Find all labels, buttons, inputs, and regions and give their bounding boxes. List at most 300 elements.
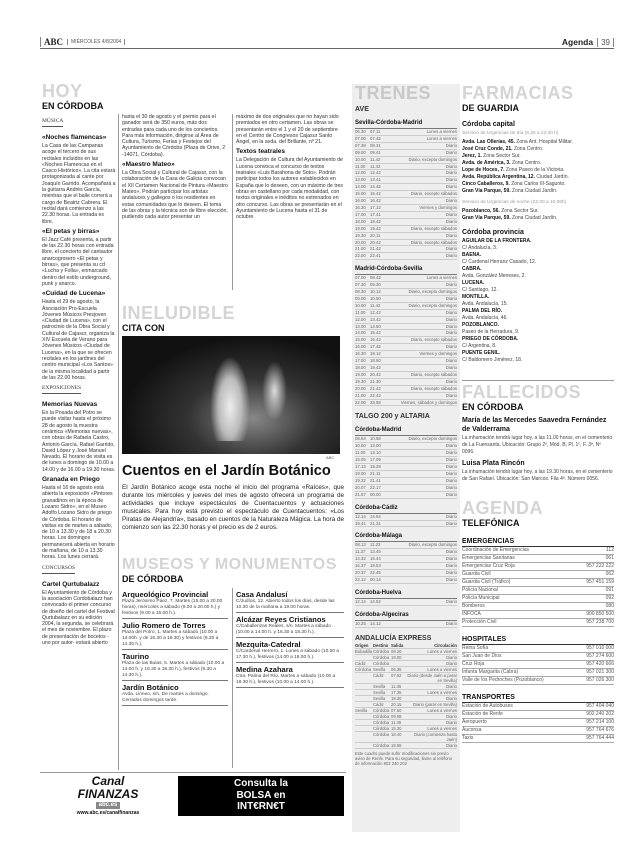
table-row	[355, 365, 457, 372]
table-cell: 15.00	[355, 337, 366, 343]
table-row	[355, 521, 457, 528]
table-row	[355, 443, 457, 450]
service-name: Guardia Civil	[462, 571, 491, 577]
phone-number: 957 222 222	[586, 563, 614, 569]
column-header: Salida	[391, 642, 404, 648]
route-name: Córdoba-Cádiz	[355, 504, 457, 514]
table-cell: 21.11	[370, 470, 381, 476]
town-address: Paseo de la Herradura, 9.	[462, 329, 520, 335]
article-text: Hasta el 16 de agosto está abierta la exposición «Pintores granadinos en la época de Lozano Sidro», en el Museo Adolfo Lozano Sidro de priego de Córdoba. El horario de visitas es de martes a sábado, de 10 a 13.30 y de 18 a 20.30 horas. Los domingos permanecerá abierta en horario de mañana, de 10 a 13.30 horas. Los lunes cerrará.	[42, 485, 115, 561]
town-address: Avda. González Meneses, 2.	[462, 273, 526, 279]
abc-es-badge: abc.es	[96, 802, 121, 809]
table-cell: 16.42	[370, 337, 381, 343]
section-title: FALLECIDOS	[462, 382, 582, 402]
directory-row	[462, 571, 614, 579]
table-cell: Diario	[445, 563, 457, 569]
table-row	[355, 150, 457, 157]
table-row	[355, 563, 457, 570]
table-cell: 14.12	[370, 620, 381, 626]
pharmacy-address: Gran Vía Parque, 59.	[462, 188, 511, 194]
table-cell: 00.14	[370, 576, 381, 582]
column-header: Destino	[373, 642, 389, 648]
table-cell: 11.00	[355, 309, 366, 315]
directory-row	[462, 727, 614, 735]
table-cell: Diario	[445, 295, 457, 301]
table-cell: 11.37	[355, 549, 366, 555]
cita-heading	[122, 304, 344, 334]
pharmacy-entry	[462, 188, 614, 195]
exhibitions-list	[42, 401, 116, 561]
column-header: Circulación	[434, 642, 457, 648]
service-name: Estación de Autobuses	[462, 703, 513, 709]
article-text: Hasta el 29 de agosto, la Asociación Pro-Escuela Jóvenes Músicos Presjoven «Ciudad de Lucena», con el patrocinio de la Obra Social y Cultural de Cajasur, organiza la XIV Escuela de Verano para Jóvenes Músicos «Ciudad de Lucena», en la que se ofrecen recitales en los jardines del centro municipal «Los Santos» de la misma localidad a partir de las 22.00 horas.	[42, 299, 115, 381]
hoy-heading	[42, 82, 342, 112]
section-subtitle: TELEFÓNICA	[462, 518, 520, 528]
service-name: Guardia Civil (Tráfico)	[462, 579, 511, 585]
table-cell: Diario, excepto sábados	[410, 371, 457, 377]
table-row	[355, 570, 457, 577]
article-text: hasta el 30 de agosto y el premio para el ganador será de 350 euros, más dos entradas para cada uno de los conciertos. Para más información, dirigirse al Área de Cultura, Turismo, Ferias y Festejos del Ayuntamiento de Córdoba (Plaza de Orive, 2 -14071, Córdoba).	[122, 114, 226, 158]
table-cell: 17.35	[391, 689, 402, 695]
hoy-column-1	[42, 114, 116, 646]
table-row	[355, 226, 457, 233]
table-cell: Sevilla	[373, 689, 386, 695]
article-text: La Casa de las Campanas acoge el tercero de sus recitales incluidos en las «Noches Flamencas en el Casco Histórico». La cita estará protagonizada al cante por Joaquín Garrido. Acompañará a la guitarra Andrés García, mientras que el baile correrá a cargo de Beatriz Cabrera. El recital dará comienzo a las 22.30 horas. La entrada es libre.	[42, 143, 116, 225]
day-pharmacies	[462, 139, 614, 195]
table-row	[355, 577, 457, 584]
article-title: «Maestro Mateo»	[122, 161, 175, 169]
table-cell: 07.30	[355, 282, 366, 288]
table-cell: 20.15	[391, 701, 402, 707]
table-cell	[355, 714, 373, 719]
fallecidos-heading	[462, 380, 614, 413]
table-cell: Diario	[445, 184, 457, 190]
table-cell: 19.55	[391, 742, 402, 748]
hoy-column-3	[236, 114, 344, 220]
lead-text: El Jardín Botánico acoge esta noche el inicio del programa «Raíces», que durante los miércoles y jueves del mes de agosto ofrecerá un programa de actividades que incluye espectáculos de Cuentacuentos y actuaciones musicales. Para hoy está previsto el espectáculo de Cuentacuentos: «Los Piratas de Alejandría», basado en cuentos de la Naturaleza Mágica. La hora de comienzo son las 22.30 horas y el precio es de 2 euros.	[122, 484, 344, 531]
table-cell: 16.00	[355, 198, 366, 204]
article-text: La Delegación de Cultura del Ayuntamiento de Lucena convoca el concurso de textos teatrales «Luis Barahona de Soto». Podrán participar todos los autores establecidos en España que lo deseen, con un máximo de tres obras en castellano por cada modalidad, con textos originales e inéditos no estrenados en otro concurso. Las obras se presentarán en el Ayuntamiento de Lucena hasta el 31 de octubre.	[236, 157, 343, 221]
table-cell: Diario (parar en Sevilla)	[413, 701, 457, 707]
directory-group: EMERGENCIAS	[462, 537, 614, 547]
photo-credit: ABC	[326, 455, 335, 460]
table-cell: 19.28	[370, 464, 381, 470]
table-cell: 22.17	[370, 484, 381, 490]
table-row	[355, 393, 457, 400]
town-name: BAENA.	[462, 252, 482, 258]
table-cell: Diario	[445, 484, 457, 490]
town-address: Avda. Andalucía, 15.	[462, 301, 508, 307]
table-cell: Diario	[445, 464, 457, 470]
table-cell: 11.35	[391, 719, 402, 725]
table-row	[355, 464, 457, 471]
table-cell: 19.00	[355, 470, 366, 476]
table-cell: 07.00	[355, 135, 366, 141]
table-row	[355, 198, 457, 205]
town-name: PALMA DEL RÍO.	[462, 308, 503, 314]
table-cell: Diario, excepto sábados	[410, 239, 457, 245]
table-cell: Córdoba	[373, 742, 390, 748]
museum-info: C/Caballerizas Reales, s/n. Martes a sábado (10.00 a 14.00 h. y 16.30 a 18.30 h.).	[236, 624, 344, 638]
table-cell: Diario	[445, 170, 457, 176]
route-name: Sevilla-Córdoba-Madrid	[355, 119, 457, 129]
directory-row	[462, 611, 614, 619]
table-row	[355, 436, 457, 443]
headline: Cuentos en el Jardín Botánico	[122, 463, 331, 479]
pharmacy-entry	[462, 153, 614, 160]
table-cell: 12.14	[355, 513, 366, 519]
phone-number: 957 404 040	[586, 703, 614, 709]
table-cell: Diario (desde Jaén a parar en Sevilla)	[407, 672, 457, 683]
service-name: Policía Municipal	[462, 595, 500, 601]
route-name: Córdoba-Huelva	[355, 589, 457, 599]
table-row	[355, 743, 457, 749]
area-heading: Córdoba provincia	[462, 229, 524, 236]
table-cell: Diario (comienza hasta Jaén)	[414, 731, 457, 742]
table-row	[355, 289, 457, 296]
table-cell: 07.42	[370, 135, 381, 141]
table-cell: 20.42	[370, 239, 381, 245]
table-row	[355, 205, 457, 212]
table-cell: 07.52	[391, 672, 402, 678]
table-cell: 13.00	[355, 323, 366, 329]
category-label: MÚSICA	[42, 118, 63, 127]
table-row	[355, 143, 457, 150]
service-name: Aeropuerto	[462, 719, 487, 725]
section-subtitle: DE GUARDIA	[462, 103, 520, 113]
advert-divider	[40, 772, 346, 773]
table-cell: 19.42	[370, 365, 381, 370]
table-cell: 11.42	[370, 302, 381, 308]
table-cell: Diario	[445, 520, 457, 526]
phone-number: 080	[605, 603, 614, 609]
table-cell: Diario	[446, 713, 457, 719]
logo-text: FINANZAS	[77, 787, 139, 801]
table-cell: 15.30	[391, 725, 402, 731]
table-cell: 07.38	[355, 142, 366, 148]
pharmacy-address: Avda. Las Ollerías, 45.	[462, 139, 515, 145]
table-cell: Diario	[445, 365, 457, 370]
directory-row	[462, 711, 614, 719]
table-row	[355, 129, 457, 136]
column-divider	[232, 114, 233, 290]
phone-number: 957 764 444	[586, 735, 614, 741]
bolsa-promo[interactable]	[178, 776, 344, 816]
table-cell: 18.50	[370, 358, 381, 364]
table-cell: 08.20	[391, 648, 402, 654]
table-cell: 10.12	[370, 289, 381, 295]
table-cell: 18.30	[391, 695, 402, 701]
right-column	[462, 84, 614, 743]
obituary-text: La inhumación tendrá lugar hoy, a las 11.00 horas, en el cementerio de La Fuensanta. Ubicación: Grupo 2º, Mód. B, Pl. 1º, F. 3ª, Nº 0096.	[462, 435, 613, 455]
table-cell: Diario	[445, 309, 457, 315]
service-name: San Juan de Dios	[462, 653, 502, 659]
table-cell: 00.00	[370, 491, 381, 497]
article-title: «El petas y birras»	[42, 227, 100, 235]
route-name: Córdoba-Madrid	[355, 426, 457, 436]
phone-number: 957 274 600	[586, 653, 614, 659]
table-cell: 17.12	[370, 204, 381, 210]
museum-name: Casa Andalusí	[236, 590, 288, 599]
table-row	[355, 492, 457, 499]
table-cell	[355, 743, 373, 748]
table-cell: 18.12	[370, 351, 381, 357]
town-name: PUENTE GENIL.	[462, 350, 501, 356]
article-text: En la Posada del Potro se puede visitar hasta el próximo 28 de agosto la muestra cerámica «Memorias nuevas», con obras de Rafaela Castro, Antonio García, Rafael Garrido, David López y José Manuel Nevado. El horario de visita es de lunes a domingo de 10.00 a 14.00 y de 16.00 a 19.30 horas.	[42, 410, 116, 473]
town-name: POZOBLANCO.	[462, 322, 499, 328]
table-cell: Sevilla	[373, 666, 386, 672]
table-cell: 12.42	[370, 170, 381, 176]
town-name: MONTILLA.	[462, 294, 490, 300]
table-cell: 14.00	[355, 184, 366, 190]
table-cell	[355, 696, 373, 701]
table-cell: 21.42	[370, 385, 381, 391]
table-cell: Córdoba	[355, 666, 372, 672]
table-cell: Cádiz	[373, 701, 384, 707]
table-cell: 09.08	[391, 713, 402, 719]
contests-list	[42, 581, 116, 647]
directory-row	[462, 719, 614, 727]
table-cell: Diario	[446, 654, 457, 660]
table-cell: Diario	[445, 149, 457, 155]
table-cell: Sevilla	[373, 695, 386, 701]
table-row	[355, 170, 457, 177]
phone-number: 091	[605, 587, 614, 593]
pharmacy-zone: Ciudad Jardín.	[536, 174, 569, 180]
table-row	[355, 386, 457, 393]
table-cell: Diario	[445, 598, 457, 604]
service-name: Infanta Margarita (Cabra)	[462, 669, 519, 675]
pharmacy-entry	[462, 215, 614, 222]
table-cell: Diario	[445, 323, 457, 329]
table-cell: 16.30	[355, 351, 366, 357]
section-title: TRENES	[355, 83, 432, 103]
area-heading: Córdoba capital	[462, 121, 515, 128]
section-subtitle: DE CÓRDOBA	[122, 574, 184, 584]
table-row	[355, 253, 457, 260]
table-row	[355, 379, 457, 386]
town-address: C/ Cardenal Herranz Casado, 12.	[462, 259, 537, 265]
pharmacy-zone: Zona Centro.	[513, 146, 544, 152]
table-cell: Diario	[445, 253, 457, 259]
table-cell: Diario, excepto sábados	[410, 337, 457, 343]
table-row	[355, 556, 457, 563]
pharmacy-zone: Zona Ciudad Jardín.	[512, 215, 558, 221]
town-address: C/ Argentina, 8.	[462, 343, 497, 349]
directory-row	[462, 547, 614, 555]
table-cell: Diario	[446, 683, 457, 689]
table-cell: 16.30	[355, 204, 366, 210]
table-row	[355, 233, 457, 240]
table-cell	[391, 661, 405, 666]
directory-group: TRANSPORTES	[462, 693, 614, 703]
table-cell: 10.25	[355, 620, 366, 626]
directory-row	[462, 735, 614, 743]
service-name: Reina Sofía	[462, 645, 489, 651]
museum-info: Plaza Jerónimo Páez, 7. Martes (15.00 a 20.00 horas), miércoles a sábado (9.00 a 20.00 h.) y festivos (9.00 a 15.00 h.).	[122, 599, 228, 619]
pharmacy-address: José Cruz Conde, 21.	[462, 146, 513, 152]
table-cell: Córdoba	[373, 654, 390, 660]
directory-row	[462, 703, 614, 711]
night-pharmacies	[462, 208, 614, 222]
table-row	[355, 478, 457, 485]
table-cell: 19.30	[355, 378, 366, 384]
table-cell: 08.54	[355, 436, 366, 442]
table-cell: 11.35	[391, 683, 402, 689]
table-row	[355, 400, 457, 407]
table-cell	[355, 655, 373, 660]
section-title: AGENDA	[462, 498, 544, 518]
museum-name: Taurino	[122, 652, 149, 661]
table-cell: Viernes, sábados y domingos	[400, 399, 457, 405]
train-type: TALGO 200 y ALTARIA	[355, 413, 430, 421]
town-address: Avda. Andalucía, 46.	[462, 315, 508, 321]
table-cell: Lunes a viernes	[427, 648, 457, 654]
table-cell: Diario	[445, 513, 457, 519]
table-cell: 10.00	[355, 156, 366, 162]
table-cell: 18.00	[355, 218, 366, 224]
table-cell: Viernes y domingos	[419, 351, 457, 357]
table-cell: 14.50	[370, 323, 381, 329]
town-address: C/ Baldomero Jiménez, 18.	[462, 357, 523, 363]
table-row	[355, 157, 457, 164]
issue-date: MIÉRCOLES 4/8/2004	[67, 39, 125, 45]
phone-number: 957 238 700	[586, 619, 614, 625]
table-cell: 19.22	[355, 477, 366, 483]
column-divider	[118, 114, 119, 770]
service-name: INFOCA	[462, 611, 481, 617]
directory-row	[462, 563, 614, 571]
table-cell: 09.00	[355, 295, 366, 301]
table-row	[355, 732, 457, 743]
table-cell: 11.00	[355, 163, 366, 169]
service-label: Servicio de Urgencias de noche (22,00 a 10,00h)	[462, 200, 567, 205]
table-cell: Diario	[445, 142, 457, 148]
table-cell: Diario	[445, 392, 457, 398]
route-name: Córdoba-Málaga	[355, 532, 457, 542]
train-type: AVE	[355, 106, 369, 113]
table-cell: Diario	[445, 316, 457, 322]
pharmacy-zone: Zona Carlos III-Saguntо.	[511, 181, 566, 187]
directory-group: HOSPITALES	[462, 635, 614, 645]
event-photo	[122, 336, 340, 454]
pharmacy-address: Avda. República Argentina, 12.	[462, 174, 535, 180]
pharmacy-address: Avda. de América, 3.	[462, 160, 511, 166]
table-row	[355, 212, 457, 219]
table-cell: 17.42	[370, 344, 381, 350]
schedule-note: Este cuadro puede sufrir modificaciones sin previo aviso de Renfe. Para su seguridad, llame al teléfono de información 902 240 202	[355, 750, 453, 766]
table-cell: 15.42	[370, 330, 381, 336]
table-cell: Diario, excepto sábados	[410, 191, 457, 197]
table-cell: 08.12	[355, 542, 366, 548]
table-cell	[355, 732, 373, 742]
pharmacy-entry	[462, 160, 614, 167]
table-cell: 16.37	[355, 563, 366, 569]
table-cell: Diario	[446, 742, 457, 748]
table-row	[355, 164, 457, 171]
ad-url[interactable]: www.abc.es/canalfinanzas	[76, 810, 140, 816]
table-cell: 14.54	[370, 513, 381, 519]
table-cell: Diario, excepto domingos	[408, 289, 457, 295]
table-cell: Diario	[446, 695, 457, 701]
dancer-figure	[262, 361, 287, 421]
dancer-figure	[210, 356, 250, 441]
table-cell: 13.00	[355, 177, 366, 183]
table-cell: 18.40	[391, 731, 402, 737]
article-text: La Obra Social y Cultural de Cajasur, con la colaboración de la Casa de Galicia convocan el XII Certamen Nacional de Pintura «Maestro Mateo». Podrán participar los artistas andaluces y gallegos o los residentes en estas comunidades que lo deseen. El tema de las obras y la técnica son de libre elección, pudiendo cada autor presentar un	[122, 170, 228, 221]
logo-text: Canal	[91, 774, 125, 788]
table-cell: 16.00	[355, 344, 366, 350]
table-cell: 23.58	[370, 399, 381, 405]
express-table	[355, 643, 457, 749]
table-row	[355, 310, 457, 317]
table-row	[355, 324, 457, 331]
town-address: C/ Santiago, 12.	[462, 287, 498, 293]
table-cell: Diario, excepto domingos	[408, 156, 457, 162]
page-header	[40, 36, 614, 49]
town-name: PRIEGO DE CÓRDOBA.	[462, 336, 519, 342]
article-title: Cartel Qurtubalazz	[42, 580, 100, 588]
table-cell: 22.41	[370, 253, 381, 259]
table-cell: Diario	[445, 556, 457, 562]
table-row	[355, 303, 457, 310]
pharmacy-address: Gran Vía Parque, 59.	[462, 215, 511, 221]
phone-directory	[462, 537, 614, 743]
table-cell: Córdoba	[373, 719, 390, 725]
deceased-name: María de las Mercedes Saavedra Fernández de Valderrama	[462, 417, 607, 433]
table-cell	[355, 726, 373, 731]
table-cell: 21.00	[355, 246, 366, 252]
table-row	[355, 177, 457, 184]
phone-number: 061	[605, 555, 614, 561]
table-cell: Diario	[445, 491, 457, 497]
column-header: Origen	[355, 642, 369, 648]
table-cell: 17.13	[355, 464, 366, 470]
article-text: máximo de dos originales que no hayan sido premiados en otro certamen. Las obras se presentarán entre el 1 y el 20 de septiembre en el Centro de Congresos Cajasur Santo Ángel, en la avda. del Brillante, nº 21.	[236, 114, 339, 146]
table-cell: Diario	[445, 570, 457, 576]
table-cell: 13.41	[370, 177, 381, 183]
table-cell: 18.53	[370, 563, 381, 569]
table-cell: 14.52	[370, 598, 381, 604]
table-row	[355, 485, 457, 492]
service-name: Auconsa	[462, 727, 482, 733]
article-title: Granada en Priego	[42, 476, 100, 484]
table-cell: 18.42	[370, 218, 381, 224]
museum-info: Plaza del Potro, 1. Martes a sábado (10.00 a 14.00h. y de 16.30 a 18.30) y festivos (9.30 a 14.30 h.).	[122, 630, 228, 650]
article-text: El Jazz Café presenta, a partir de las 22.30 horas con entrada libre, el concierto del cantautor anarcogrosero «El petas y birras», que presenta su cd «Lucha y Folla», enmarcado dentro del estilo underground, punk y anarco.	[42, 236, 114, 287]
table-cell: 20.37	[355, 570, 366, 576]
table-cell: 22.12	[355, 576, 366, 582]
table-cell: 20.07	[355, 484, 366, 490]
section-title: HOY	[42, 81, 83, 101]
pharmacy-address: Pozoblanco, 56.	[462, 208, 500, 214]
table-cell: Cádiz	[373, 672, 384, 678]
phone-number: 957 021 300	[586, 669, 614, 675]
table-cell: 21.57	[355, 491, 366, 497]
table-row	[355, 673, 457, 684]
section-subtitle: EN CÓRDOBA	[42, 101, 104, 111]
directory-row	[462, 653, 614, 661]
service-name: Coordinación de Emergencias	[462, 547, 529, 553]
table-row	[355, 317, 457, 324]
pharmacy-zone: Zona Sector Sur.	[483, 153, 521, 159]
table-cell: Sevilla	[355, 707, 368, 713]
town-name: CABRA.	[462, 266, 482, 272]
table-cell: Córdoba	[373, 725, 390, 731]
table-cell: 14.42	[370, 184, 381, 190]
section-name: Agenda	[561, 37, 594, 47]
table-cell: 21.42	[370, 246, 381, 252]
